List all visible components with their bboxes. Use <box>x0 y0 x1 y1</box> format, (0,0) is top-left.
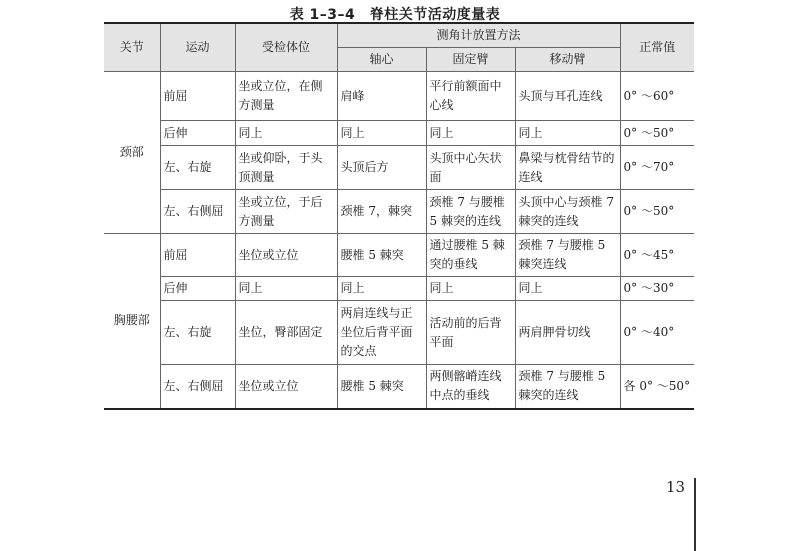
motion-cell: 前屈 <box>160 234 235 277</box>
header-joint: 关节 <box>104 23 160 72</box>
position-cell: 坐或仰卧，于头顶测量 <box>235 146 337 190</box>
axis-cell: 同上 <box>337 277 426 301</box>
table-row <box>104 365 694 409</box>
fixed-arm-cell: 平行前额面中心线 <box>426 72 515 121</box>
position-cell: 同上 <box>235 121 337 146</box>
motion-cell: 左、右侧屈 <box>160 365 235 409</box>
table-row <box>104 72 694 121</box>
axis-cell: 同上 <box>337 121 426 146</box>
normal-cell: 0° ～60° <box>620 72 694 121</box>
axis-cell: 头顶后方 <box>337 146 426 190</box>
header-motion: 运动 <box>160 23 235 72</box>
page-edge-rule <box>694 478 696 551</box>
position-cell: 同上 <box>235 277 337 301</box>
normal-cell: 0° ～50° <box>620 190 694 234</box>
header-position: 受检体位 <box>235 23 337 72</box>
axis-cell: 两肩连线与正坐位后背平面的交点 <box>337 301 426 365</box>
header-moving-arm: 移动臂 <box>515 48 620 72</box>
position-cell: 坐或立位，在侧方测量 <box>235 72 337 121</box>
page-number: 13 <box>666 478 686 496</box>
fixed-arm-cell: 颈椎 7 与腰椎 5 棘突的连线 <box>426 190 515 234</box>
spine-rom-table <box>104 22 694 410</box>
fixed-arm-cell: 同上 <box>426 277 515 301</box>
header-row-1 <box>104 23 694 48</box>
header-axis: 轴心 <box>337 48 426 72</box>
fixed-arm-cell: 活动前的后背平面 <box>426 301 515 365</box>
table-row <box>104 234 694 277</box>
moving-arm-cell: 同上 <box>515 277 620 301</box>
table-row <box>104 277 694 301</box>
position-cell: 坐或立位，于后方测量 <box>235 190 337 234</box>
moving-arm-cell: 鼻梁与枕骨结节的连线 <box>515 146 620 190</box>
normal-cell: 0° ～45° <box>620 234 694 277</box>
position-cell: 坐位，臀部固定 <box>235 301 337 365</box>
fixed-arm-cell: 头顶中心矢状面 <box>426 146 515 190</box>
header-normal: 正常值 <box>620 23 694 72</box>
moving-arm-cell: 颈椎 7 与腰椎 5 棘突连线 <box>515 234 620 277</box>
moving-arm-cell: 颈椎 7 与腰椎 5 棘突的连线 <box>515 365 620 409</box>
axis-cell: 颈椎 7，棘突 <box>337 190 426 234</box>
axis-cell: 肩峰 <box>337 72 426 121</box>
moving-arm-cell: 头顶与耳孔连线 <box>515 72 620 121</box>
moving-arm-cell: 两肩胛骨切线 <box>515 301 620 365</box>
table-title: 表 1–3–4 脊柱关节活动度量表 <box>289 7 501 23</box>
normal-cell: 0° ～70° <box>620 146 694 190</box>
table-row <box>104 301 694 365</box>
normal-cell: 0° ～40° <box>620 301 694 365</box>
table-row <box>104 190 694 234</box>
normal-cell: 0° ～30° <box>620 277 694 301</box>
table-row <box>104 146 694 190</box>
region-cell: 胸腰部 <box>104 234 160 409</box>
region-cell: 颈部 <box>104 72 160 234</box>
header-method: 测角计放置方法 <box>337 23 620 48</box>
table-row <box>104 121 694 146</box>
moving-arm-cell: 同上 <box>515 121 620 146</box>
motion-cell: 后伸 <box>160 121 235 146</box>
normal-cell: 各 0° ～50° <box>620 365 694 409</box>
normal-cell: 0° ～50° <box>620 121 694 146</box>
motion-cell: 左、右旋 <box>160 301 235 365</box>
position-cell: 坐位或立位 <box>235 365 337 409</box>
header-fixed-arm: 固定臂 <box>426 48 515 72</box>
motion-cell: 左、右旋 <box>160 146 235 190</box>
moving-arm-cell: 头顶中心与颈椎 7 棘突的连线 <box>515 190 620 234</box>
motion-cell: 后伸 <box>160 277 235 301</box>
fixed-arm-cell: 两侧髂嵴连线中点的垂线 <box>426 365 515 409</box>
motion-cell: 前屈 <box>160 72 235 121</box>
fixed-arm-cell: 同上 <box>426 121 515 146</box>
fixed-arm-cell: 通过腰椎 5 棘突的垂线 <box>426 234 515 277</box>
axis-cell: 腰椎 5 棘突 <box>337 234 426 277</box>
position-cell: 坐位或立位 <box>235 234 337 277</box>
motion-cell: 左、右侧屈 <box>160 190 235 234</box>
axis-cell: 腰椎 5 棘突 <box>337 365 426 409</box>
